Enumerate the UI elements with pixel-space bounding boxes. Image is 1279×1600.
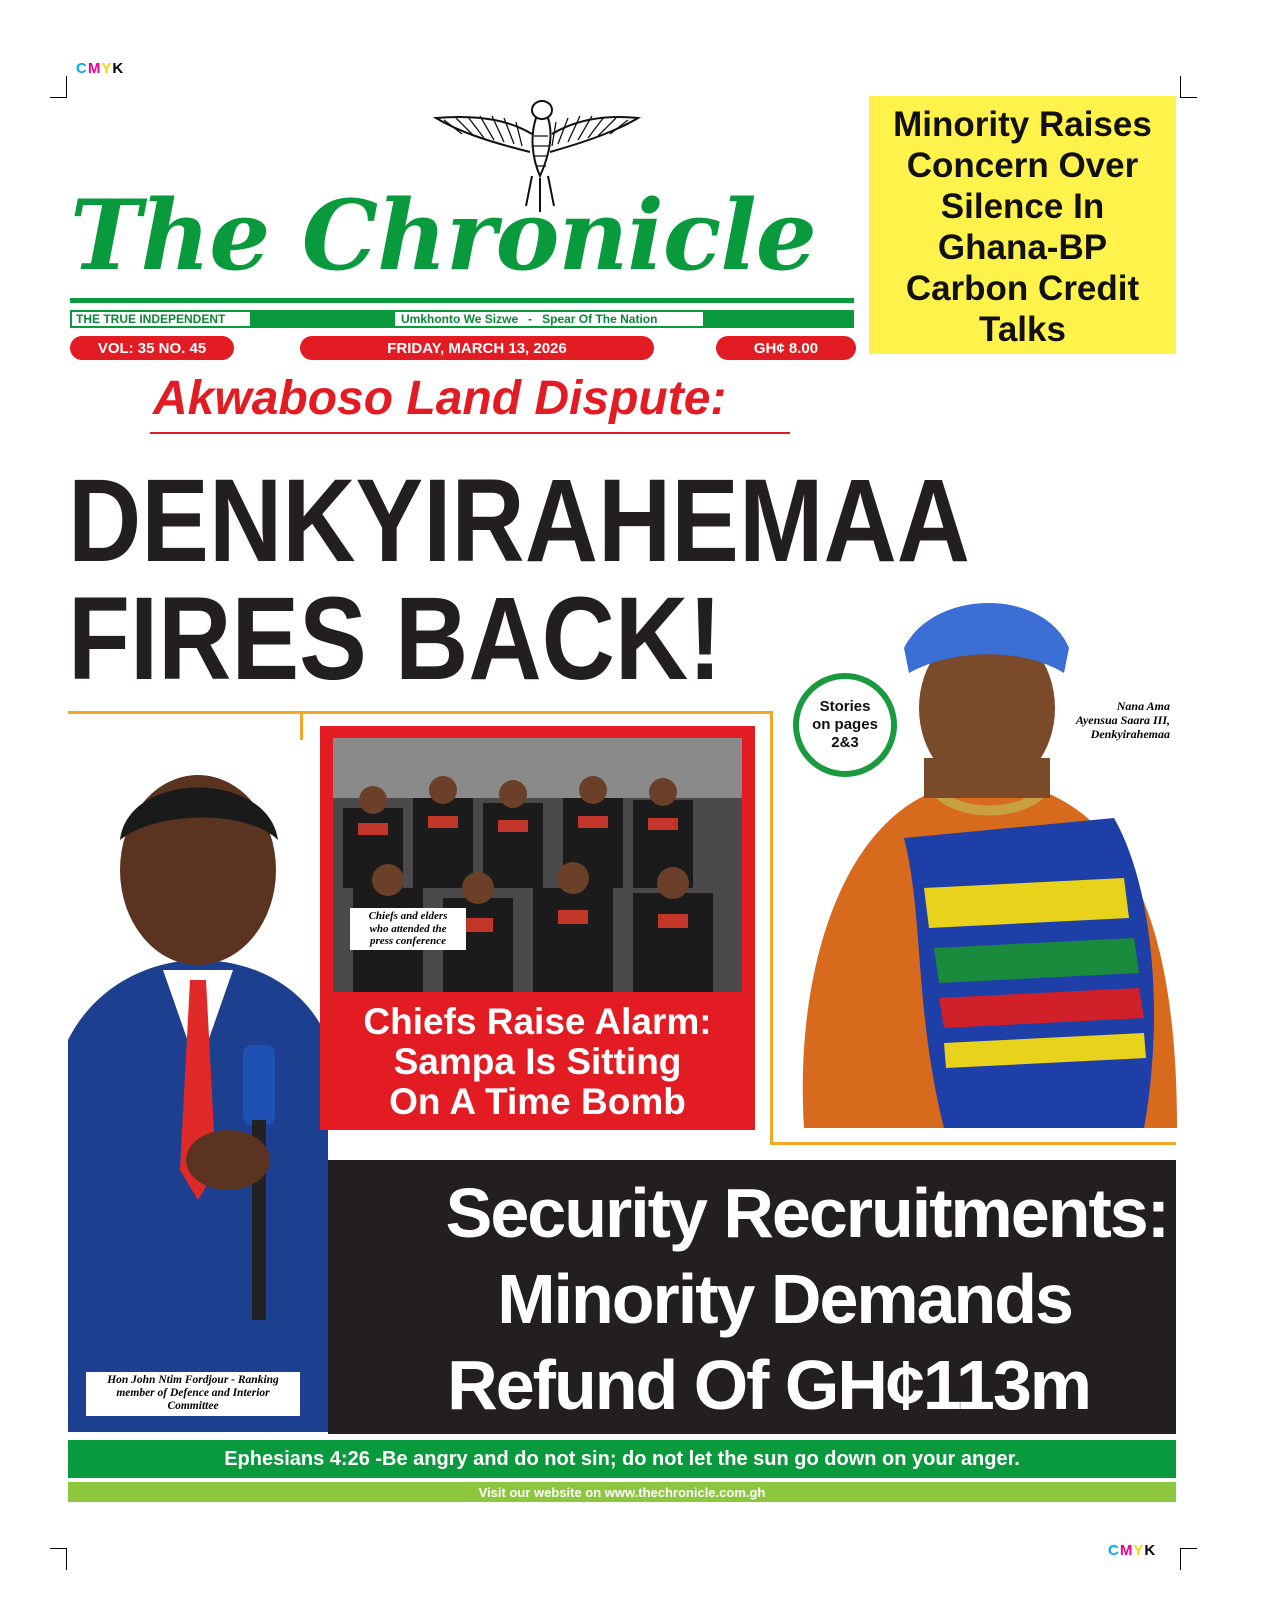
price-badge: GH¢ 8.00	[716, 336, 856, 360]
masthead-title: The Chronicle	[70, 179, 816, 292]
cmyk-label-bottom	[1108, 1542, 1156, 1559]
crop-mark-bl-v	[66, 1548, 67, 1570]
kicker-underline	[150, 432, 790, 434]
website-link[interactable]: Visit our website on www.thechronicle.com.gh	[478, 1484, 766, 1500]
section-rule-left	[68, 711, 300, 714]
queen-caption-line2: Ayensua Saara III,	[1075, 712, 1170, 727]
security-headline	[262, 1170, 1176, 1428]
stories-badge-line1: Stories	[819, 698, 871, 715]
chiefs-headline-line3: On A Time Bomb	[389, 1081, 686, 1122]
mp-caption-line3: Committee	[167, 1400, 219, 1413]
section-rule-mid	[303, 711, 773, 714]
queen-caption-line3: Denkyirahemaa	[1090, 726, 1170, 741]
crop-mark-tl-v	[66, 76, 67, 98]
side-story-headline: Minority Raises Concern Over Silence In Ghana-BP Carbon Credit Talks	[893, 105, 1152, 349]
chiefs-headline	[320, 1002, 755, 1122]
queen-caption-line1: Nana Ama	[1116, 699, 1170, 713]
queen-mother-photo	[784, 588, 1177, 1128]
tagline-left: THE TRUE INDEPENDENT	[72, 312, 250, 326]
queen-caption	[1040, 700, 1170, 741]
crop-mark-bl-h	[50, 1548, 67, 1549]
cmyk-y: Y	[101, 60, 113, 77]
kicker: Akwaboso Land Dispute:	[153, 372, 727, 425]
chiefs-story-box[interactable]	[320, 726, 755, 1130]
cmyk-c: C	[1108, 1542, 1120, 1559]
volume-badge: VOL: 35 NO. 45	[70, 336, 234, 360]
cmyk-y: Y	[1133, 1542, 1145, 1559]
issue-date: FRIDAY, MARCH 13, 2026	[300, 336, 654, 360]
cmyk-c: C	[76, 60, 88, 77]
tagline-center: Umkhonto We Sizwe - Spear Of The Nation	[395, 312, 703, 326]
scripture-bar	[68, 1440, 1176, 1478]
mp-caption-line2: member of Defence and Interior	[116, 1387, 270, 1400]
cmyk-m: M	[1119, 1542, 1134, 1559]
chiefs-caption-line2: who attended the	[369, 922, 447, 935]
cmyk-k: K	[112, 60, 125, 77]
side-story-box[interactable]	[869, 96, 1176, 354]
crop-mark-br-h	[1180, 1548, 1197, 1549]
crop-mark-tr-v	[1180, 76, 1181, 98]
cmyk-m: M	[87, 60, 102, 77]
security-headline-line1: Security Recruitments:	[445, 1174, 1168, 1252]
masthead-rule-top	[70, 298, 854, 303]
chiefs-headline-line1: Chiefs Raise Alarm:	[363, 1001, 712, 1042]
crop-mark-tr-h	[1180, 97, 1197, 98]
stories-badge-line2: on pages	[812, 716, 878, 733]
crop-mark-br-v	[1180, 1548, 1181, 1570]
chiefs-headline-line2: Sampa Is Sitting	[393, 1041, 682, 1082]
crop-mark-tl-h	[50, 97, 67, 98]
section-rule-mid-v	[770, 711, 773, 1145]
chiefs-photo	[333, 738, 742, 992]
main-headline-line1: DENKYIRAHEMAA	[68, 455, 971, 587]
stories-badge-line3: 2&3	[831, 734, 859, 751]
main-headline-line2: FIRES BACK!	[68, 573, 722, 705]
security-headline-line2: Minority Demands	[497, 1260, 1072, 1338]
mp-caption-line1: Hon John Ntim Fordjour - Ranking	[107, 1374, 279, 1386]
scripture-text: Ephesians 4:26 -Be angry and do not sin; do not let the sun go down on your anger.	[224, 1447, 1020, 1470]
security-headline-line3: Refund Of GH¢113m	[447, 1346, 1090, 1424]
chiefs-caption-line3: press conference	[369, 935, 447, 948]
stories-badge[interactable]	[793, 673, 897, 777]
cmyk-label-top	[76, 60, 124, 77]
chiefs-photo-caption	[350, 908, 466, 950]
website-bar[interactable]	[68, 1482, 1176, 1502]
chiefs-caption-line1: Chiefs and elders	[368, 910, 448, 922]
cmyk-k: K	[1144, 1542, 1157, 1559]
section-rule-bottom	[770, 1142, 1176, 1145]
